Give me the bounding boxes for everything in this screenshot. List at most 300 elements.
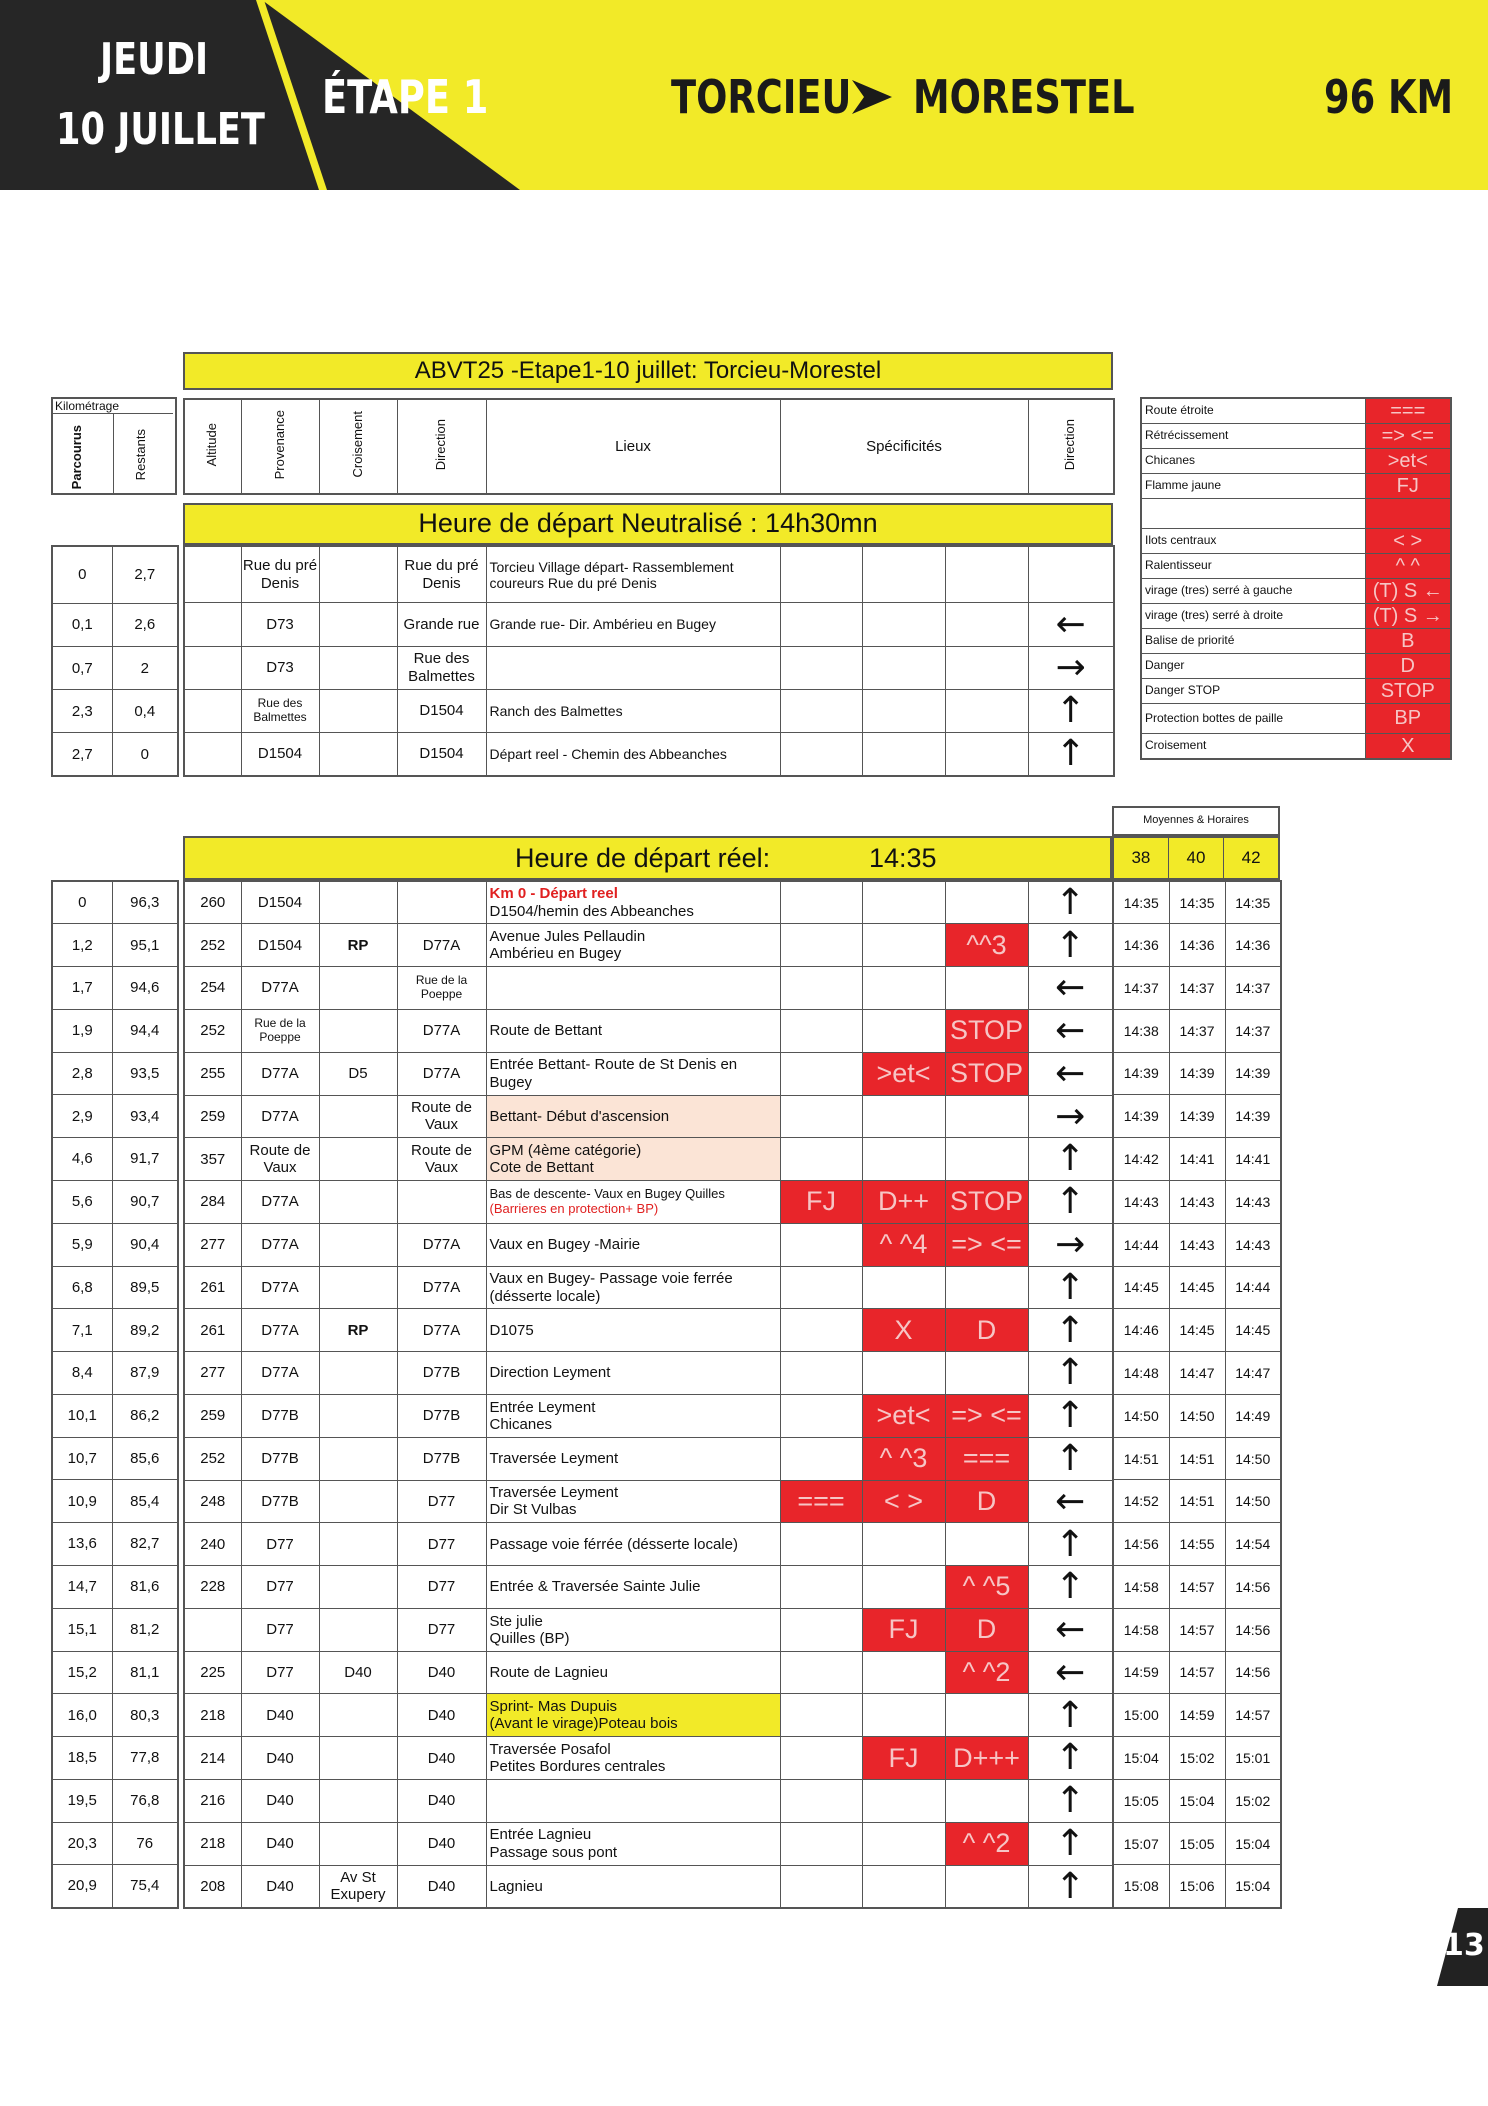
croisement-cell: [319, 1566, 397, 1609]
specificity-cell: [780, 1822, 862, 1865]
lieux-line-2: (désserte locale): [489, 1287, 601, 1305]
km-restants: 76,8: [112, 1779, 178, 1822]
provenance-cell: D77A: [241, 1052, 319, 1095]
table-row: [52, 1009, 178, 1052]
specificity-cell: D+++: [945, 1737, 1028, 1780]
table-row: [1113, 1779, 1281, 1822]
direction-arrow-icon: ↑: [1028, 1737, 1113, 1780]
direction-arrow-icon: ↑: [1028, 1138, 1113, 1181]
time-cell: 14:45: [1113, 1266, 1169, 1309]
time-cell: 14:37: [1113, 967, 1169, 1010]
provenance-cell: D77B: [241, 1437, 319, 1480]
lieux-line-2: Chicanes: [489, 1415, 553, 1433]
lieux-line-2: D1504/hemin des Abbeanches: [489, 902, 694, 920]
altitude-cell: 228: [184, 1566, 241, 1609]
direction-arrow-icon: ←: [1028, 1608, 1113, 1651]
table-row: [184, 881, 1113, 924]
time-cell: 14:39: [1113, 1052, 1169, 1095]
col-lieux: Lieux: [486, 399, 780, 494]
lieux-line-1: Vaux en Bugey- Passage voie ferrée: [489, 1270, 733, 1288]
table-row: [1113, 1480, 1281, 1523]
legend-row: [1141, 424, 1451, 449]
specificity-cell: D++: [862, 1181, 945, 1224]
lieux-line-1: Ste julie: [489, 1612, 543, 1630]
specificity-cell: [945, 881, 1028, 924]
time-cell: 14:42: [1113, 1138, 1169, 1181]
specificity-cell: [780, 1780, 862, 1823]
direction-arrow-icon: ↑: [1028, 881, 1113, 924]
km-parcourus: 0,7: [52, 647, 112, 690]
table-row: [1113, 1138, 1281, 1181]
croisement-cell: [319, 1523, 397, 1566]
km-restants: 81,2: [112, 1608, 178, 1651]
direction-cell: D77B: [397, 1437, 486, 1480]
lieux-cell: [486, 881, 780, 924]
table-row: [52, 1437, 178, 1480]
lieux-cell: [486, 1865, 780, 1908]
table-row: [1113, 1651, 1281, 1694]
col-direction-arrow: Direction: [1062, 418, 1078, 471]
direction-cell: D1504: [397, 689, 486, 732]
lieux-line-1: Entrée Bettant- Route de St Denis en: [489, 1056, 738, 1074]
specificity-cell: [780, 1437, 862, 1480]
km-restants: 77,8: [112, 1737, 178, 1780]
croisement-cell: D40: [319, 1651, 397, 1694]
km-restants: 90,7: [112, 1180, 178, 1223]
header-date: 10 JUILLET: [56, 104, 265, 155]
time-cell: 15:00: [1113, 1694, 1169, 1737]
speeds-title: Moyennes & Horaires: [1112, 806, 1280, 836]
direction-arrow-icon: ↑: [1028, 1181, 1113, 1224]
lieux-line-2: (Barrieres en protection+ BP): [489, 1200, 659, 1216]
specificity-cell: [780, 1523, 862, 1566]
header-to: MORESTEL: [913, 70, 1135, 124]
legend-label: virage (tres) serré à droite: [1141, 604, 1365, 629]
time-cell: 14:56: [1225, 1566, 1281, 1609]
km-parcourus: 7,1: [52, 1309, 112, 1352]
table-row: [52, 1651, 178, 1694]
provenance-cell: D77A: [241, 1309, 319, 1352]
altitude-cell: 240: [184, 1523, 241, 1566]
provenance-cell: D73: [241, 603, 319, 646]
croisement-cell: [319, 1095, 397, 1138]
table-row: [184, 1437, 1113, 1480]
altitude-cell: 254: [184, 967, 241, 1010]
km-parcourus: 18,5: [52, 1737, 112, 1780]
provenance-cell: D77A: [241, 1266, 319, 1309]
specificity-cell: ^ ^3: [862, 1437, 945, 1480]
km-restants: 94,4: [112, 1009, 178, 1052]
header-day: JEUDI: [100, 34, 209, 85]
table-row: [52, 1138, 178, 1181]
km-restants: 93,5: [112, 1052, 178, 1095]
legend-row: [1141, 579, 1451, 604]
direction-cell: D77: [397, 1566, 486, 1609]
provenance-cell: Rue des Balmettes: [241, 689, 319, 732]
spec-cell: [780, 689, 862, 732]
time-cell: 15:04: [1225, 1865, 1281, 1908]
table-row: [1113, 1566, 1281, 1609]
direction-cell: D40: [397, 1780, 486, 1823]
specificity-cell: ^ ^2: [945, 1651, 1028, 1694]
provenance-cell: Route de Vaux: [241, 1138, 319, 1181]
altitude-cell: 252: [184, 1437, 241, 1480]
table-row: [184, 689, 1114, 732]
km-parcourus: 2,8: [52, 1052, 112, 1095]
time-cell: 14:39: [1225, 1052, 1281, 1095]
main-km-table: [51, 880, 179, 1909]
croisement-cell: [319, 1480, 397, 1523]
croisement-cell: RP: [319, 924, 397, 967]
km-restants: 2,7: [112, 546, 178, 604]
legend-row: [1141, 529, 1451, 554]
croisement-cell: [319, 1181, 397, 1224]
lieux-line-1: Km 0 - Départ reel: [489, 885, 618, 903]
time-cell: 14:57: [1169, 1566, 1225, 1609]
legend-label: Protection bottes de paille: [1141, 704, 1365, 734]
km-parcourus: 14,7: [52, 1566, 112, 1609]
provenance-cell: Rue du pré Denis: [241, 546, 319, 603]
lieux-line-2: Passage sous pont: [489, 1843, 618, 1861]
direction-cell: Route de Vaux: [397, 1095, 486, 1138]
lieux-cell: Ranch des Balmettes: [486, 689, 780, 732]
km-restants: 86,2: [112, 1394, 178, 1437]
time-cell: 15:05: [1113, 1779, 1169, 1822]
lieux-line-2: Quilles (BP): [489, 1629, 570, 1647]
spec-cell: [945, 546, 1028, 603]
time-cell: 14:39: [1169, 1052, 1225, 1095]
km-parcourus: 10,9: [52, 1480, 112, 1523]
col-provenance: Provenance: [271, 409, 287, 480]
time-cell: 14:39: [1113, 1095, 1169, 1138]
altitude-cell: 357: [184, 1138, 241, 1181]
croisement-cell: [319, 881, 397, 924]
lieux-cell: [486, 1608, 780, 1651]
direction-cell: D77A: [397, 1223, 486, 1266]
time-cell: 14:43: [1113, 1180, 1169, 1223]
specificity-cell: ===: [780, 1480, 862, 1523]
km-restants: 80,3: [112, 1694, 178, 1737]
legend-symbol: ===: [1365, 398, 1451, 424]
km-restants: 93,4: [112, 1095, 178, 1138]
lieux-cell: [486, 1181, 780, 1224]
specificity-cell: STOP: [945, 1052, 1028, 1095]
specificity-cell: [862, 1566, 945, 1609]
provenance-cell: D77: [241, 1651, 319, 1694]
direction-arrow-icon: ←: [1028, 603, 1114, 646]
provenance-cell: Rue de la Poeppe: [241, 1009, 319, 1052]
km-header-box: [51, 397, 177, 495]
legend-row: [1141, 654, 1451, 679]
lieux-cell: [486, 1095, 780, 1138]
altitude-cell: 248: [184, 1480, 241, 1523]
km-parcourus: 5,9: [52, 1223, 112, 1266]
lieux-cell: [486, 1780, 780, 1823]
km-restants: 89,2: [112, 1309, 178, 1352]
altitude-cell: 259: [184, 1394, 241, 1437]
specificity-cell: FJ: [862, 1608, 945, 1651]
time-cell: 14:51: [1169, 1437, 1225, 1480]
specificity-cell: [862, 967, 945, 1010]
lieux-line-1: Entrée & Traversée Sainte Julie: [489, 1578, 701, 1596]
table-row: [1113, 1865, 1281, 1908]
specificity-cell: [780, 881, 862, 924]
legend-symbol: X: [1365, 734, 1451, 760]
table-row: [1113, 967, 1281, 1010]
lieux-line-1: Entrée Lagnieu: [489, 1826, 592, 1844]
table-row: [52, 967, 178, 1010]
time-cell: 14:47: [1225, 1352, 1281, 1395]
lieux-line-1: Direction Leyment: [489, 1364, 611, 1382]
km-parcourus: 4,6: [52, 1138, 112, 1181]
km-parcourus: 13,6: [52, 1523, 112, 1566]
direction-arrow-icon: [1028, 546, 1114, 603]
direction-cell: Grande rue: [397, 603, 486, 646]
table-row: [1113, 1822, 1281, 1865]
direction-arrow-icon: ↑: [1028, 1694, 1113, 1737]
time-cell: 14:51: [1113, 1437, 1169, 1480]
km-restants: 75,4: [112, 1865, 178, 1908]
specificity-cell: [862, 1352, 945, 1395]
table-row: [184, 1352, 1113, 1395]
table-row: [184, 1266, 1113, 1309]
col-croisement: Croisement: [349, 411, 365, 478]
table-row: [1113, 1009, 1281, 1052]
specificity-cell: [945, 1523, 1028, 1566]
specificity-cell: < >: [862, 1480, 945, 1523]
top-header-row: [183, 398, 1115, 495]
specificity-cell: [862, 1009, 945, 1052]
specificity-cell: [780, 1566, 862, 1609]
lieux-cell: [486, 1352, 780, 1395]
table-row: [184, 1608, 1113, 1651]
km-parcourus: 0: [52, 546, 112, 604]
time-cell: 14:56: [1225, 1651, 1281, 1694]
time-cell: 14:58: [1113, 1608, 1169, 1651]
altitude-cell: [184, 603, 241, 646]
direction-arrow-icon: ↑: [1028, 1822, 1113, 1865]
table-row: [184, 1052, 1113, 1095]
direction-arrow-icon: ←: [1028, 1480, 1113, 1523]
direction-arrow-icon: ↑: [1028, 1352, 1113, 1395]
lieux-line-1: Bas de descente- Vaux en Bugey Quilles: [489, 1186, 725, 1202]
table-row: [1113, 1437, 1281, 1480]
altitude-cell: [184, 1608, 241, 1651]
km-parcourus: 5,6: [52, 1180, 112, 1223]
time-cell: 14:41: [1225, 1138, 1281, 1181]
direction-arrow-icon: ↑: [1028, 689, 1114, 732]
croisement-cell: [319, 1009, 397, 1052]
km-restants: 81,1: [112, 1651, 178, 1694]
croisement-cell: Av St Exupery: [319, 1865, 397, 1908]
provenance-cell: D73: [241, 646, 319, 689]
spec-cell: [945, 646, 1028, 689]
croisement-cell: [319, 967, 397, 1010]
km-parcourus: 2,7: [52, 733, 112, 776]
table-row: [184, 1523, 1113, 1566]
legend-row: [1141, 629, 1451, 654]
table-row: [184, 603, 1114, 646]
direction-cell: [397, 881, 486, 924]
specificity-cell: [780, 924, 862, 967]
legend-symbol: => <=: [1365, 424, 1451, 449]
time-cell: 15:01: [1225, 1737, 1281, 1780]
direction-arrow-icon: ↑: [1028, 924, 1113, 967]
km-restants: 85,6: [112, 1437, 178, 1480]
croisement-cell: D5: [319, 1052, 397, 1095]
specificity-cell: [862, 1780, 945, 1823]
direction-arrow-icon: ↑: [1028, 1523, 1113, 1566]
lieux-cell: [486, 1694, 780, 1737]
table-row: [52, 1052, 178, 1095]
table-row: [52, 546, 178, 604]
table-row: [52, 1779, 178, 1822]
specificity-cell: [945, 1352, 1028, 1395]
specificity-cell: ===: [945, 1437, 1028, 1480]
provenance-cell: D77B: [241, 1394, 319, 1437]
page-number: 13: [1443, 1928, 1485, 1963]
km-restants: 82,7: [112, 1523, 178, 1566]
time-cell: 15:02: [1225, 1779, 1281, 1822]
specificity-cell: => <=: [945, 1223, 1028, 1266]
direction-cell: D77: [397, 1480, 486, 1523]
provenance-cell: D77A: [241, 1181, 319, 1224]
table-row: [184, 924, 1113, 967]
km-parcourus: 19,5: [52, 1779, 112, 1822]
altitude-cell: [184, 689, 241, 732]
time-cell: 14:59: [1169, 1694, 1225, 1737]
altitude-cell: 261: [184, 1266, 241, 1309]
speeds-header: [1112, 836, 1280, 880]
legend-symbol: ^ ^: [1365, 554, 1451, 579]
km-restants: 90,4: [112, 1223, 178, 1266]
km-restants: 96,3: [112, 881, 178, 924]
legend-label: Chicanes: [1141, 449, 1365, 474]
croisement-cell: [319, 1437, 397, 1480]
croisement-cell: [319, 1394, 397, 1437]
direction-arrow-icon: →: [1028, 1223, 1113, 1266]
km-parcourus: 10,1: [52, 1394, 112, 1437]
table-row: [52, 1180, 178, 1223]
time-cell: 14:47: [1169, 1352, 1225, 1395]
lieux-line-2: Cote de Bettant: [489, 1159, 594, 1177]
km-restants: 94,6: [112, 967, 178, 1010]
time-cell: 14:54: [1225, 1523, 1281, 1566]
km-restants: 87,9: [112, 1352, 178, 1395]
table-row: [184, 1181, 1113, 1224]
provenance-cell: D77: [241, 1566, 319, 1609]
legend-row: [1141, 734, 1451, 760]
km-parcourus: 0,1: [52, 604, 112, 647]
lieux-line-1: Route de Bettant: [489, 1022, 603, 1040]
specificity-cell: [862, 1865, 945, 1908]
time-cell: 14:43: [1169, 1223, 1225, 1266]
provenance-cell: D40: [241, 1694, 319, 1737]
legend-symbol: B: [1365, 629, 1451, 654]
km-restants: 89,5: [112, 1266, 178, 1309]
specificity-cell: [862, 1266, 945, 1309]
km-restants: 2,6: [112, 604, 178, 647]
lieux-cell: [486, 1052, 780, 1095]
croisement-cell: [319, 1608, 397, 1651]
direction-arrow-icon: →: [1028, 1095, 1113, 1138]
table-row: [1113, 1523, 1281, 1566]
table-row: [184, 1865, 1113, 1908]
specificity-cell: X: [862, 1309, 945, 1352]
spec-cell: [780, 732, 862, 776]
lieux-cell: [486, 1651, 780, 1694]
provenance-cell: D1504: [241, 924, 319, 967]
time-cell: 14:38: [1113, 1009, 1169, 1052]
lieux-cell: [486, 1480, 780, 1523]
altitude-cell: 259: [184, 1095, 241, 1138]
table-row: [184, 1651, 1113, 1694]
provenance-cell: D40: [241, 1780, 319, 1823]
km-parcourus: 20,9: [52, 1865, 112, 1908]
specificity-cell: STOP: [945, 1009, 1028, 1052]
header-from: TORCIEU: [671, 70, 852, 124]
time-cell: 15:04: [1113, 1737, 1169, 1780]
spec-cell: [945, 732, 1028, 776]
lieux-cell: [486, 924, 780, 967]
lieux-line-2: Ambérieu en Bugey: [489, 945, 622, 963]
provenance-cell: D1504: [241, 881, 319, 924]
km-parcourus: 15,2: [52, 1651, 112, 1694]
km-restants: 85,4: [112, 1480, 178, 1523]
time-cell: 14:59: [1113, 1651, 1169, 1694]
legend-label: Rétrécissement: [1141, 424, 1365, 449]
table-row: [184, 1737, 1113, 1780]
spec-cell: [780, 603, 862, 646]
legend-symbol: STOP: [1365, 679, 1451, 704]
spec-cell: [862, 646, 945, 689]
specificity-cell: [945, 1694, 1028, 1737]
table-row: [184, 1223, 1113, 1266]
specificity-cell: [862, 924, 945, 967]
lieux-cell: [486, 1394, 780, 1437]
table-row: [52, 1822, 178, 1865]
table-row: [52, 1566, 178, 1609]
specificity-cell: [780, 1052, 862, 1095]
provenance-cell: D77A: [241, 1095, 319, 1138]
specificity-cell: [780, 1223, 862, 1266]
speed-40: 40: [1168, 837, 1223, 879]
table-row: [1113, 1352, 1281, 1395]
km-restants: 0,4: [112, 690, 178, 733]
legend-row: [1141, 679, 1451, 704]
lieux-line-1: Bettant- Début d'ascension: [489, 1107, 670, 1125]
legend-label: [1141, 499, 1365, 529]
time-cell: 14:35: [1113, 881, 1169, 924]
direction-cell: D40: [397, 1737, 486, 1780]
altitude-cell: 218: [184, 1822, 241, 1865]
altitude-cell: 216: [184, 1780, 241, 1823]
table-row: [1113, 1737, 1281, 1780]
table-row: [1113, 1266, 1281, 1309]
col-parcourus: Parcourus: [69, 425, 84, 490]
km-restants: 76: [112, 1822, 178, 1865]
altitude-cell: 277: [184, 1223, 241, 1266]
direction-arrow-icon: ↑: [1028, 1865, 1113, 1908]
direction-cell: D77: [397, 1523, 486, 1566]
table-row: [1113, 1394, 1281, 1437]
km-parcourus: 15,1: [52, 1608, 112, 1651]
lieux-line-1: Traversée Posafol: [489, 1740, 611, 1758]
table-row: [52, 604, 178, 647]
time-cell: 14:50: [1113, 1394, 1169, 1437]
specificity-cell: ^ ^4: [862, 1223, 945, 1266]
time-cell: 14:43: [1225, 1223, 1281, 1266]
